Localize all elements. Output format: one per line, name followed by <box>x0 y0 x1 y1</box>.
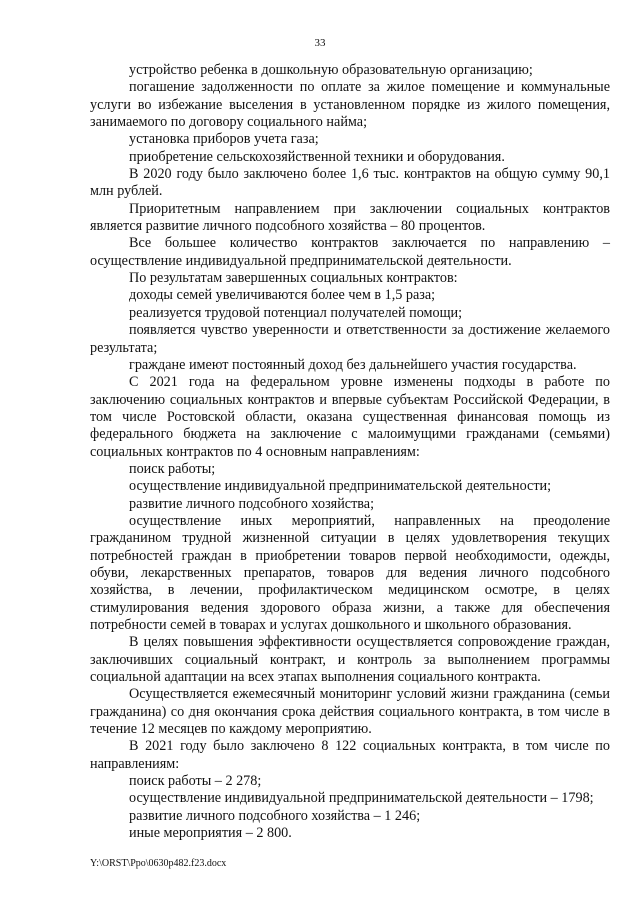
paragraph: осуществление иных мероприятий, направленных на преодоление гражданином трудной жизненной ситуации в целях удовлетворения текущих потребностей граждан в приобретении товаров первой необходимости, одежды, обуви, лекарственных препаратов, товаров для ведения личного подсобного хозяйства, в лечении, профилактическом медицинском осмотре, в целях стимулирования ведения здорового образа жизни, а также для обеспечения потребности семей в товарах и услугах дошкольного и школьного образования. <box>90 512 610 633</box>
paragraph: приобретение сельскохозяйственной техники и оборудования. <box>129 148 505 165</box>
paragraph: В 2021 году было заключено 8 122 социальных контракта, в том числе по направлениям: <box>90 738 610 772</box>
paragraph: граждане имеют постоянный доход без дальнейшего участия государства. <box>129 356 577 373</box>
paragraph: поиск работы; <box>129 460 216 477</box>
document-body <box>90 62 610 842</box>
paragraph: доходы семей увеличиваются более чем в 1,5 раза; <box>129 287 436 304</box>
paragraph: развитие личного подсобного хозяйства – 1 246; <box>129 807 421 824</box>
paragraph: В целях повышения эффективности осуществляется сопровождение граждан, заключивших социальный контракт, и контроль за выполнением программы социальной адаптации на всех этапах выполнения социального контракта. <box>90 634 610 686</box>
paragraph: иные мероприятия – 2 800. <box>129 825 292 842</box>
footer-file-path: Y:\ORST\Ppo\0630p482.f23.docx <box>90 858 227 869</box>
paragraph: устройство ребенка в дошкольную образовательную организацию; <box>129 62 533 78</box>
paragraph: погашение задолженности по оплате за жилое помещение и коммунальные услуги во избежание выселения в установленном порядке из жилого помещения, занимаемого по договору социального найма; <box>90 79 610 131</box>
page-number: 33 <box>314 37 326 49</box>
paragraph: Приоритетным направлением при заключении социальных контрактов является развитие личного подсобного хозяйства – 80 процентов. <box>90 200 610 235</box>
paragraph: установка приборов учета газа; <box>129 131 319 148</box>
paragraph: Все большее количество контрактов заключается по направлению – осуществление индивидуальной предпринимательской деятельности. <box>90 235 610 269</box>
paragraph: осуществление индивидуальной предпринимательской деятельности; <box>129 478 552 495</box>
paragraph: осуществление индивидуальной предпринимательской деятельности – 1798; <box>129 790 594 807</box>
paragraph: поиск работы – 2 278; <box>129 773 262 790</box>
paragraph: По результатам завершенных социальных контрактов: <box>129 270 458 287</box>
paragraph: появляется чувство уверенности и ответственности за достижение желаемого результата; <box>90 322 610 356</box>
paragraph: С 2021 года на федеральном уровне изменены подходы в работе по заключению социальных контрактов и впервые субъектам Российской Федерации, в том числе Ростовской области, оказана существенная финансовая помощь из федерального бюджета на заключение с малоимущими гражданами (семьями) социальных контрактов по 4 основным направлениям: <box>90 374 610 460</box>
paragraph: Осуществляется ежемесячный мониторинг условий жизни гражданина (семьи гражданина) со дня окончания срока действия социального контракта, в том числе в течение 12 месяцев по каждому мероприятию. <box>90 686 610 738</box>
paragraph: реализуется трудовой потенциал получателей помощи; <box>129 304 463 321</box>
paragraph: В 2020 году было заключено более 1,6 тыс. контрактов на общую сумму 90,1 млн рублей. <box>90 166 610 200</box>
paragraph: развитие личного подсобного хозяйства; <box>129 495 375 512</box>
